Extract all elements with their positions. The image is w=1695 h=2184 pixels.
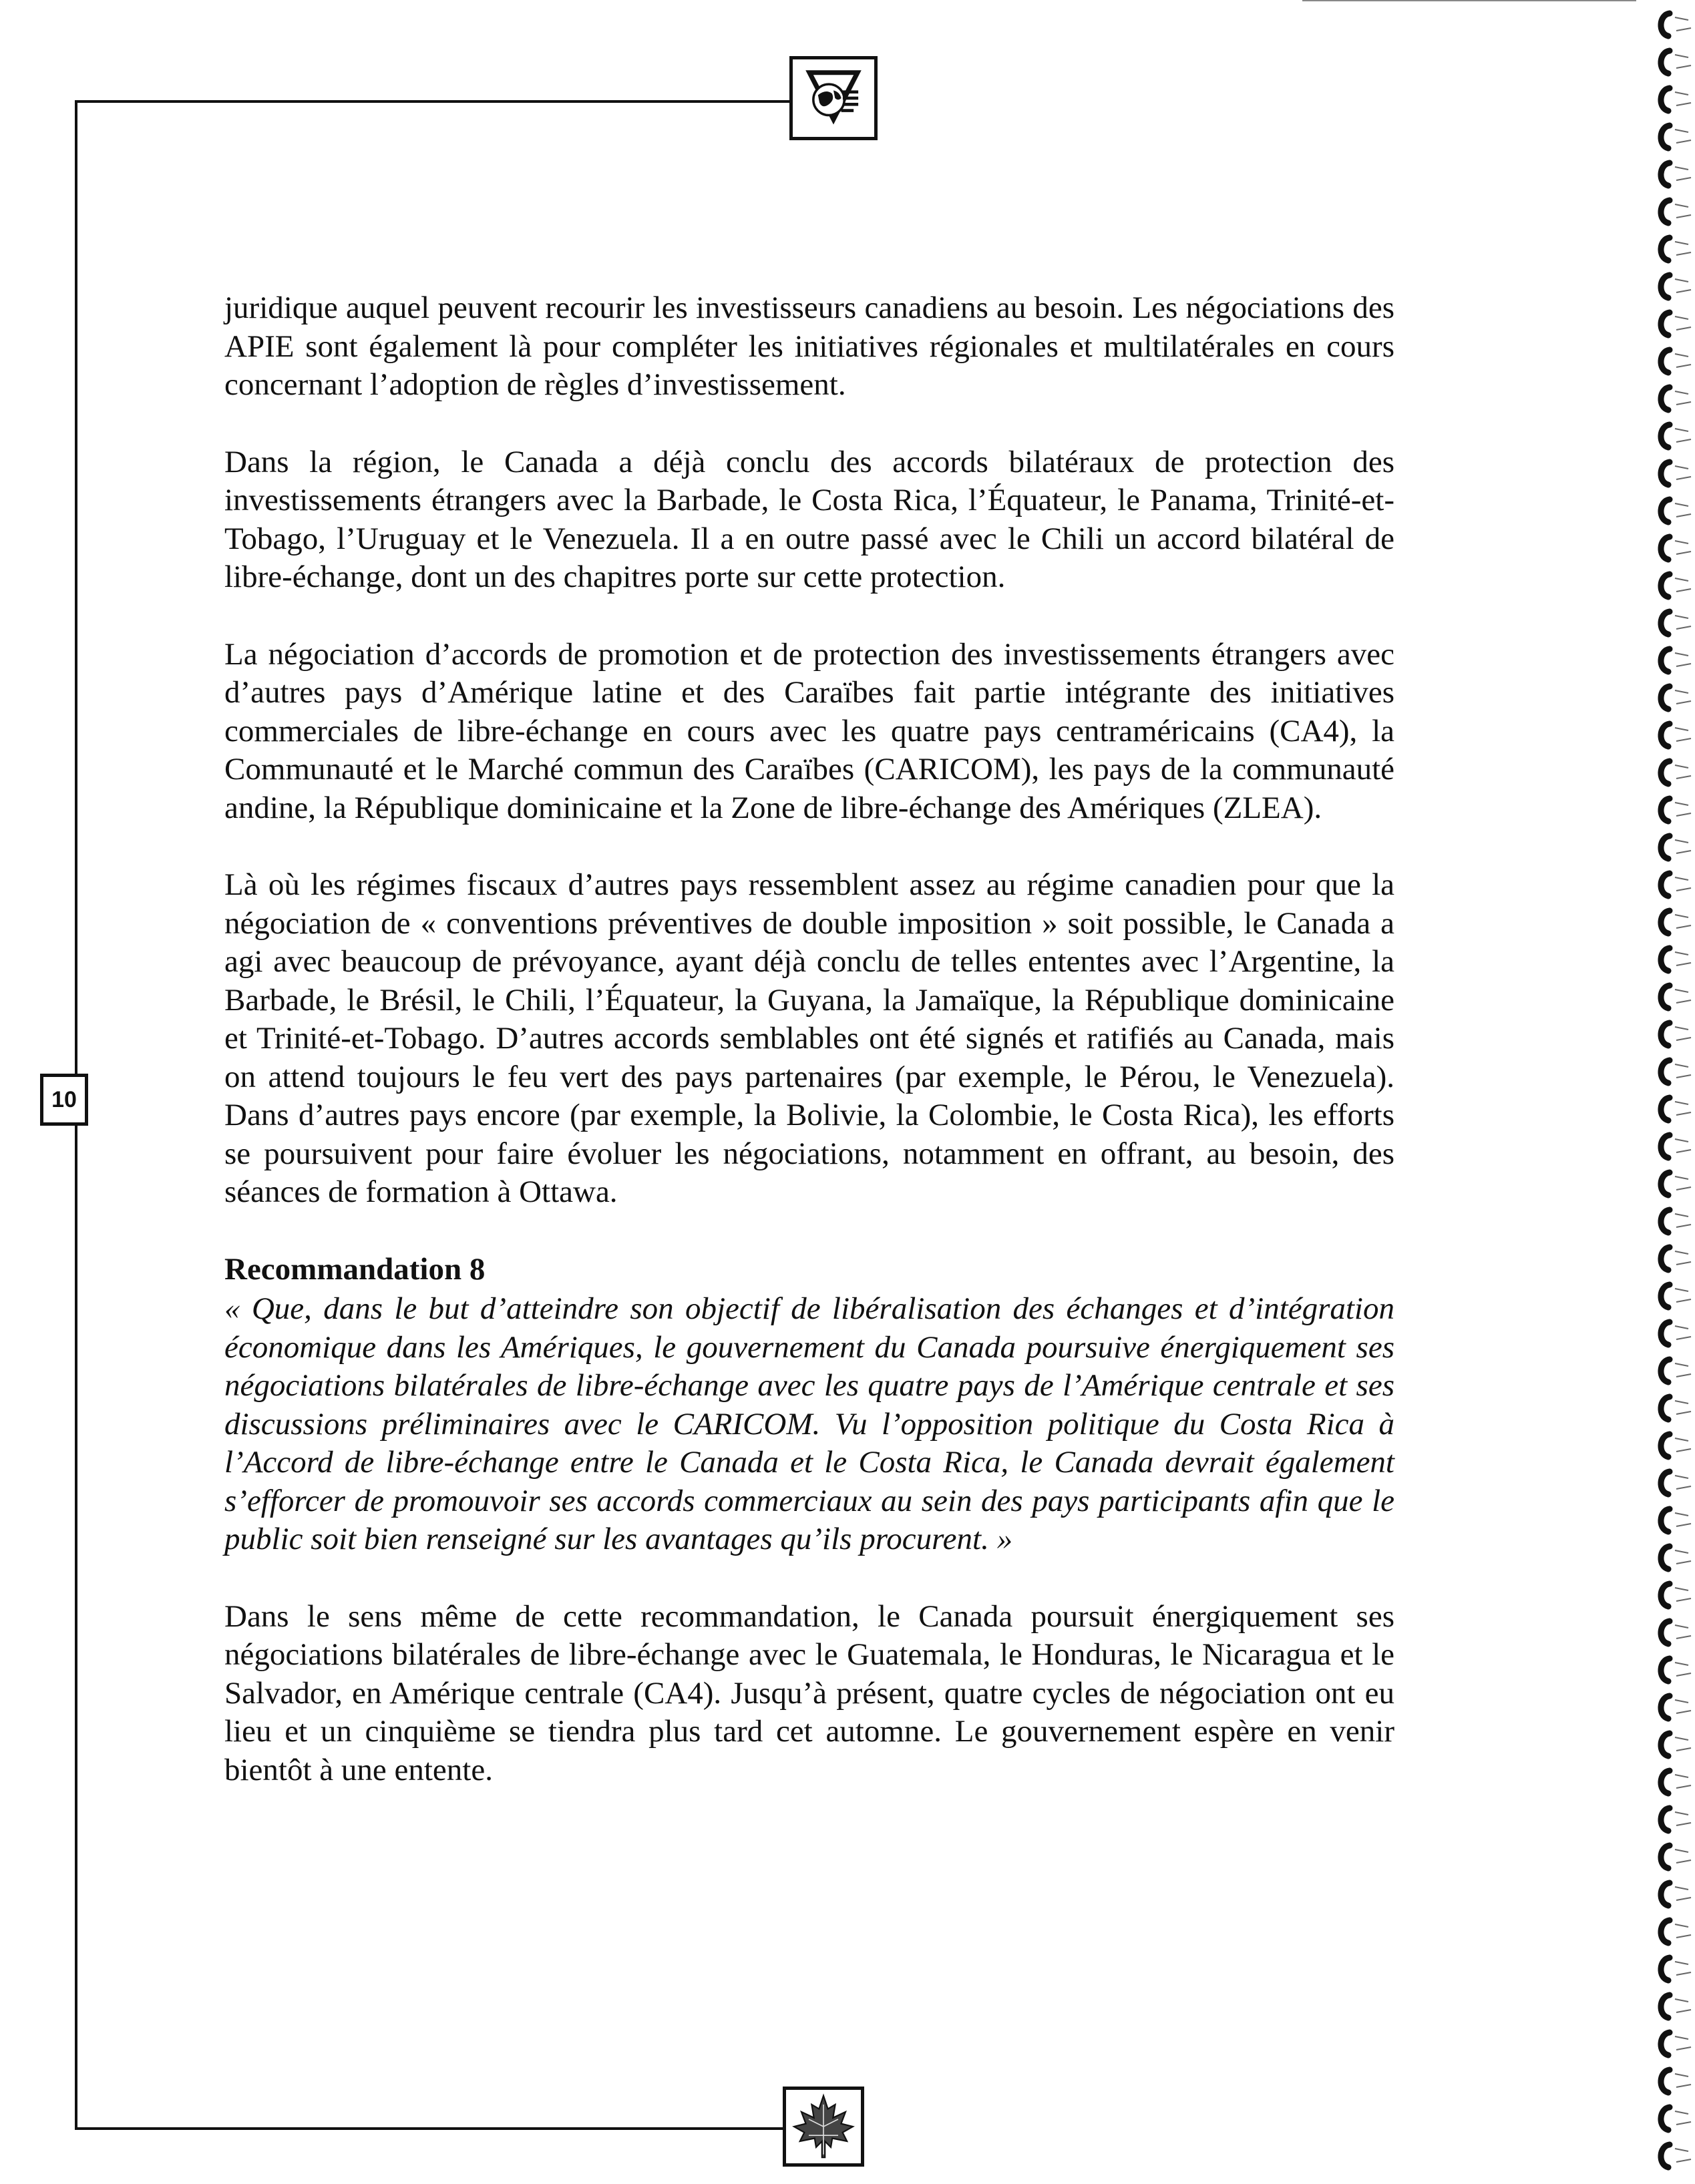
spiral-binding — [1635, 0, 1695, 2184]
spiral-coil — [1661, 1696, 1691, 1719]
spiral-coil — [1661, 1920, 1691, 1943]
spiral-coil — [1661, 312, 1691, 335]
spiral-coil — [1661, 238, 1691, 260]
spiral-coil — [1661, 2145, 1691, 2167]
bottom-logo — [783, 2087, 864, 2167]
spiral-coil — [1661, 1397, 1691, 1419]
spiral-coil — [1661, 88, 1691, 111]
spiral-coil — [1661, 425, 1691, 447]
spiral-coil — [1661, 761, 1691, 784]
maple-leaf-icon — [786, 2090, 861, 2163]
spiral-coil — [1661, 1584, 1691, 1606]
spiral-coil — [1661, 873, 1691, 896]
page-number: 10 — [40, 1074, 88, 1126]
spiral-coil — [1661, 948, 1691, 971]
spiral-coil — [1661, 1509, 1691, 1532]
spiral-coil — [1661, 1808, 1691, 1831]
spiral-coil — [1661, 1958, 1691, 1980]
paragraph-1: juridique auquel peuvent recourir les investisseurs canadiens au besoin. Les négociations des APIE sont également là pour compléter les initiatives régionales et multilatérales en cours concernant l’adoption de règles d’investissement. — [224, 290, 1394, 402]
spiral-coil — [1661, 1434, 1691, 1457]
spiral-coil — [1661, 686, 1691, 709]
spiral-coil — [1661, 126, 1691, 148]
spiral-coil — [1661, 1210, 1691, 1233]
spiral-coil — [1661, 499, 1691, 522]
spiral-coil — [1661, 1285, 1691, 1307]
recommendation-quote: « Que, dans le but d’atteindre son objectif de libéralisation des échanges et d’intégration économique dans les Amériques, le gouvernement du Canada poursuive énergiquement ses négociations bilatérales de libre-échange avec les quatre pays de l’Amérique centrale et ses discussions préliminaires avec le CARICOM. Vu l’opposition politique du Costa Rica à l’Accord de libre-échange entre le Canada et le Costa Rica, le Canada devrait également s’efforcer de promouvoir ses accords commerciaux au sein des pays participants afin que le public soit bien renseigné sur les avantages qu’ils procurent. » — [224, 1291, 1394, 1556]
spiral-coil — [1661, 1247, 1691, 1270]
top-logo — [789, 56, 878, 140]
spiral-coil — [1661, 799, 1691, 821]
spiral-coil — [1661, 574, 1691, 597]
spiral-coil — [1661, 649, 1691, 672]
spiral-coil — [1661, 1359, 1691, 1382]
spiral-coil — [1661, 163, 1691, 186]
spiral-coil — [1661, 1733, 1691, 1756]
spiral-coil — [1661, 1135, 1691, 1158]
spiral-coil — [1661, 387, 1691, 410]
spiral-coil — [1661, 2107, 1691, 2130]
spiral-coil — [1661, 1771, 1691, 1793]
spiral-coil — [1661, 350, 1691, 373]
paragraph-4: Là où les régimes fiscaux d’autres pays ressemblent assez au régime canadien pour que la négociation de « conventions préventives de double imposition » soit possible, le Canada a agi avec beaucoup de prévoyance, ayant déjà conclu de telles ententes avec l’Argentine, la Barbade, le Brésil, le Chili, l’Équateur, la Guyana, la Jamaïque, la République dominicaine et Trinité-et-Tobago. D’autres accords semblables ont été signés et ratifiés au Canada, mais on attend toujours le feu vert des pays partenaires (par exemple, le Pérou, le Venezuela). Dans d’autres pays encore (par exemple, la Bolivie, la Colombie, le Costa Rica), les efforts se poursuivent pour faire évoluer les négociations, notamment en offrant, au besoin, des séances de formation à Ottawa. — [224, 867, 1394, 1209]
paragraph-5: Dans le sens même de cette recommandation, le Canada poursuit énergiquement ses négociations bilatérales de libre-échange avec le Guatemala, le Honduras, le Nicaragua et le Salvador, en Amérique centrale (CA4). Jusqu’à présent, quatre cycles de négociation ont eu lieu et un cinquième se tiendra plus tard cet automne. Le gouvernement espère en venir bientôt à une entente. — [224, 1598, 1394, 1787]
spiral-coil — [1661, 51, 1691, 73]
spiral-coil — [1661, 2032, 1691, 2055]
spiral-coil — [1661, 1546, 1691, 1569]
frame-top-line — [75, 100, 789, 103]
spiral-coil — [1661, 1621, 1691, 1644]
spiral-coil — [1661, 13, 1691, 36]
spiral-coil — [1661, 1845, 1691, 1868]
spiral-coil — [1661, 1659, 1691, 1681]
spiral-coil — [1661, 1023, 1691, 1046]
spiral-coil — [1661, 1060, 1691, 1083]
spiral-coil — [1661, 911, 1691, 933]
top-edge-line — [1302, 0, 1636, 1]
spiral-coil — [1661, 1172, 1691, 1195]
spiral-coil — [1661, 2070, 1691, 2093]
spiral-coil — [1661, 1995, 1691, 2018]
spiral-coil — [1661, 1883, 1691, 1906]
spiral-coil — [1661, 724, 1691, 746]
spiral-coil — [1661, 1322, 1691, 1345]
spiral-coil — [1661, 537, 1691, 560]
spiral-coil — [1661, 612, 1691, 634]
spiral-coil — [1661, 1098, 1691, 1120]
spiral-coil — [1661, 836, 1691, 859]
spiral-coil — [1661, 986, 1691, 1008]
paragraph-2: Dans la région, le Canada a déjà conclu des accords bilatéraux de protection des investissements étrangers avec la Barbade, le Costa Rica, l’Équateur, le Panama, Trinité-et-Tobago, l’Uruguay et le Venezuela. Il a en outre passé avec le Chili un accord bilatéral de libre-échange, dont un des chapitres porte sur cette protection. — [224, 444, 1394, 594]
paragraph-3: La négociation d’accords de promotion et de protection des investissements étrangers avec d’autres pays d’Amérique latine et des Caraïbes fait partie intégrante des initiatives commerciales de libre-échange en cours avec les quatre pays centraméricains (CA4), la Communauté et le Marché commun des Caraïbes (CARICOM), les pays de la communauté andine, la République dominicaine et la Zone de libre-échange des Amériques (ZLEA). — [224, 636, 1394, 825]
recommendation-heading: Recommandation 8 — [224, 1251, 486, 1287]
frame-bottom-line — [75, 2127, 789, 2130]
spiral-coil — [1661, 200, 1691, 223]
spiral-coil — [1661, 275, 1691, 298]
spiral-coil — [1661, 1472, 1691, 1494]
spiral-coil — [1661, 462, 1691, 485]
globe-triangle-logo-icon — [793, 59, 874, 137]
page-content — [224, 289, 1394, 1828]
